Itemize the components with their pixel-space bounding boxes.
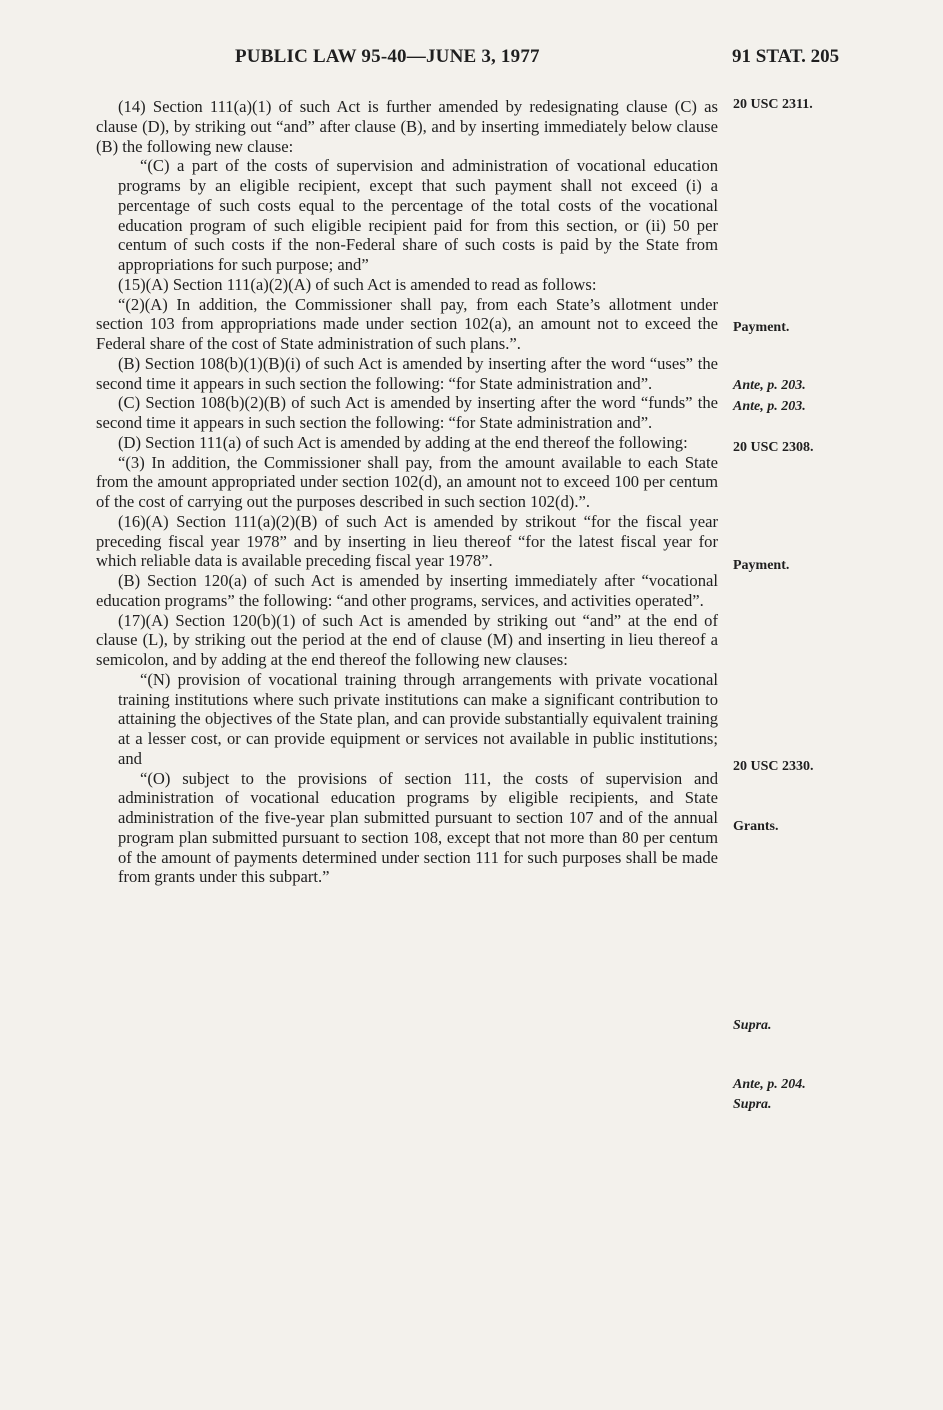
running-head-title: PUBLIC LAW 95-40—JUNE 3, 1977: [235, 46, 540, 67]
margin-supra-ref: Supra.: [733, 1018, 772, 1033]
paragraph-15a: (15)(A) Section 111(a)(2)(A) of such Act is amended to read as follows:: [118, 274, 597, 294]
margin-citation: 20 USC 2330.: [733, 759, 814, 774]
margin-note-payment: Payment.: [733, 558, 790, 573]
margin-supra-ref: Supra.: [733, 1097, 772, 1112]
paragraph-14: (14) Section 111(a)(1) of such Act is further amended by redesignating clause (C) as clause (D), by striking out “and” after clause (B), and by inserting immediately below clause (B) the following new clause:: [96, 97, 718, 156]
clause-c: “(C) a part of the costs of supervision and administration of vocational education programs by an eligible recipient, except that such payment shall not exceed (i) a percentage of such costs equal to the percentage of the total costs of the vocational education program of such eligible recipient paid for from this section, or (ii) 50 per centum of such costs if the non-Federal share of such costs is paid by the State from appropriations for such purpose; and”: [118, 156, 718, 274]
margin-ante-ref: Ante, p. 203.: [733, 399, 806, 414]
margin-citation: 20 USC 2308.: [733, 440, 814, 455]
paragraph-17a: (17)(A) Section 120(b)(1) of such Act is amended by striking out “and” at the end of clause (L), by striking out the period at the end of clause (M) and inserting in lieu thereof a semicolon, and by adding at the end thereof the following new clauses:: [96, 610, 718, 669]
clause-o: “(O) subject to the provisions of section 111, the costs of supervision and administration of vocational education programs by eligible recipients, and State administration of the five-year plan submitted pursuant to section 107 and of the annual program plan submitted pursuant to section 108, except that not more than 80 per centum of the amount of payments determined under section 111 for such purposes shall be made from grants under this subpart.”: [118, 768, 718, 887]
margin-note-grants: Grants.: [733, 819, 779, 834]
paragraph-15d: (D) Section 111(a) of such Act is amended by adding at the end thereof the following:: [118, 432, 688, 452]
paragraph-16a: (16)(A) Section 111(a)(2)(B) of such Act is amended by strikout “for the fiscal year preceding fiscal year 1978” and by inserting in lieu thereof “for the latest fiscal year for which reliable data is available preceding fiscal year 1978”.: [96, 511, 718, 571]
paragraph-15b: (B) Section 108(b)(1)(B)(i) of such Act is amended by inserting after the word “uses” the second time it appears in such section the following: “for State administration and”.: [96, 353, 718, 393]
margin-ante-ref: Ante, p. 204.: [733, 1077, 806, 1092]
statute-body: [96, 97, 718, 887]
margin-citation: 20 USC 2311.: [733, 97, 813, 112]
quoted-2a: “(2)(A) In addition, the Commissioner shall pay, from each State’s allotment under section 103 from appropriations made under section 102(a), an amount not to exceed the Federal share of the cost of State administration of such plans.”.: [96, 294, 718, 353]
paragraph-15c: (C) Section 108(b)(2)(B) of such Act is amended by inserting after the word “funds” the second time it appears in such section the following: “for State administration and”.: [96, 393, 718, 432]
running-head-stat: 91 STAT. 205: [732, 46, 840, 67]
margin-note-payment: Payment.: [733, 320, 790, 335]
quoted-3: “(3) In addition, the Commissioner shall pay, from the amount available to each State from the amount appropriated under section 102(d), an amount not to exceed 100 per centum of the cost of carrying out the purposes described in such section 102(d).”.: [96, 452, 718, 511]
margin-ante-ref: Ante, p. 203.: [733, 378, 806, 393]
clause-n: “(N) provision of vocational training through arrangements with private vocational training institutions where such private institutions can make a significant contribution to attaining the objectives of the State plan, and can provide substantially equivalent training at a lesser cost, or can provide equipment or services not available in public institutions; and: [118, 669, 718, 768]
paragraph-16b: (B) Section 120(a) of such Act is amended by inserting immediately after “vocational education programs” the following: “and other programs, services, and activities operated”.: [96, 571, 718, 610]
